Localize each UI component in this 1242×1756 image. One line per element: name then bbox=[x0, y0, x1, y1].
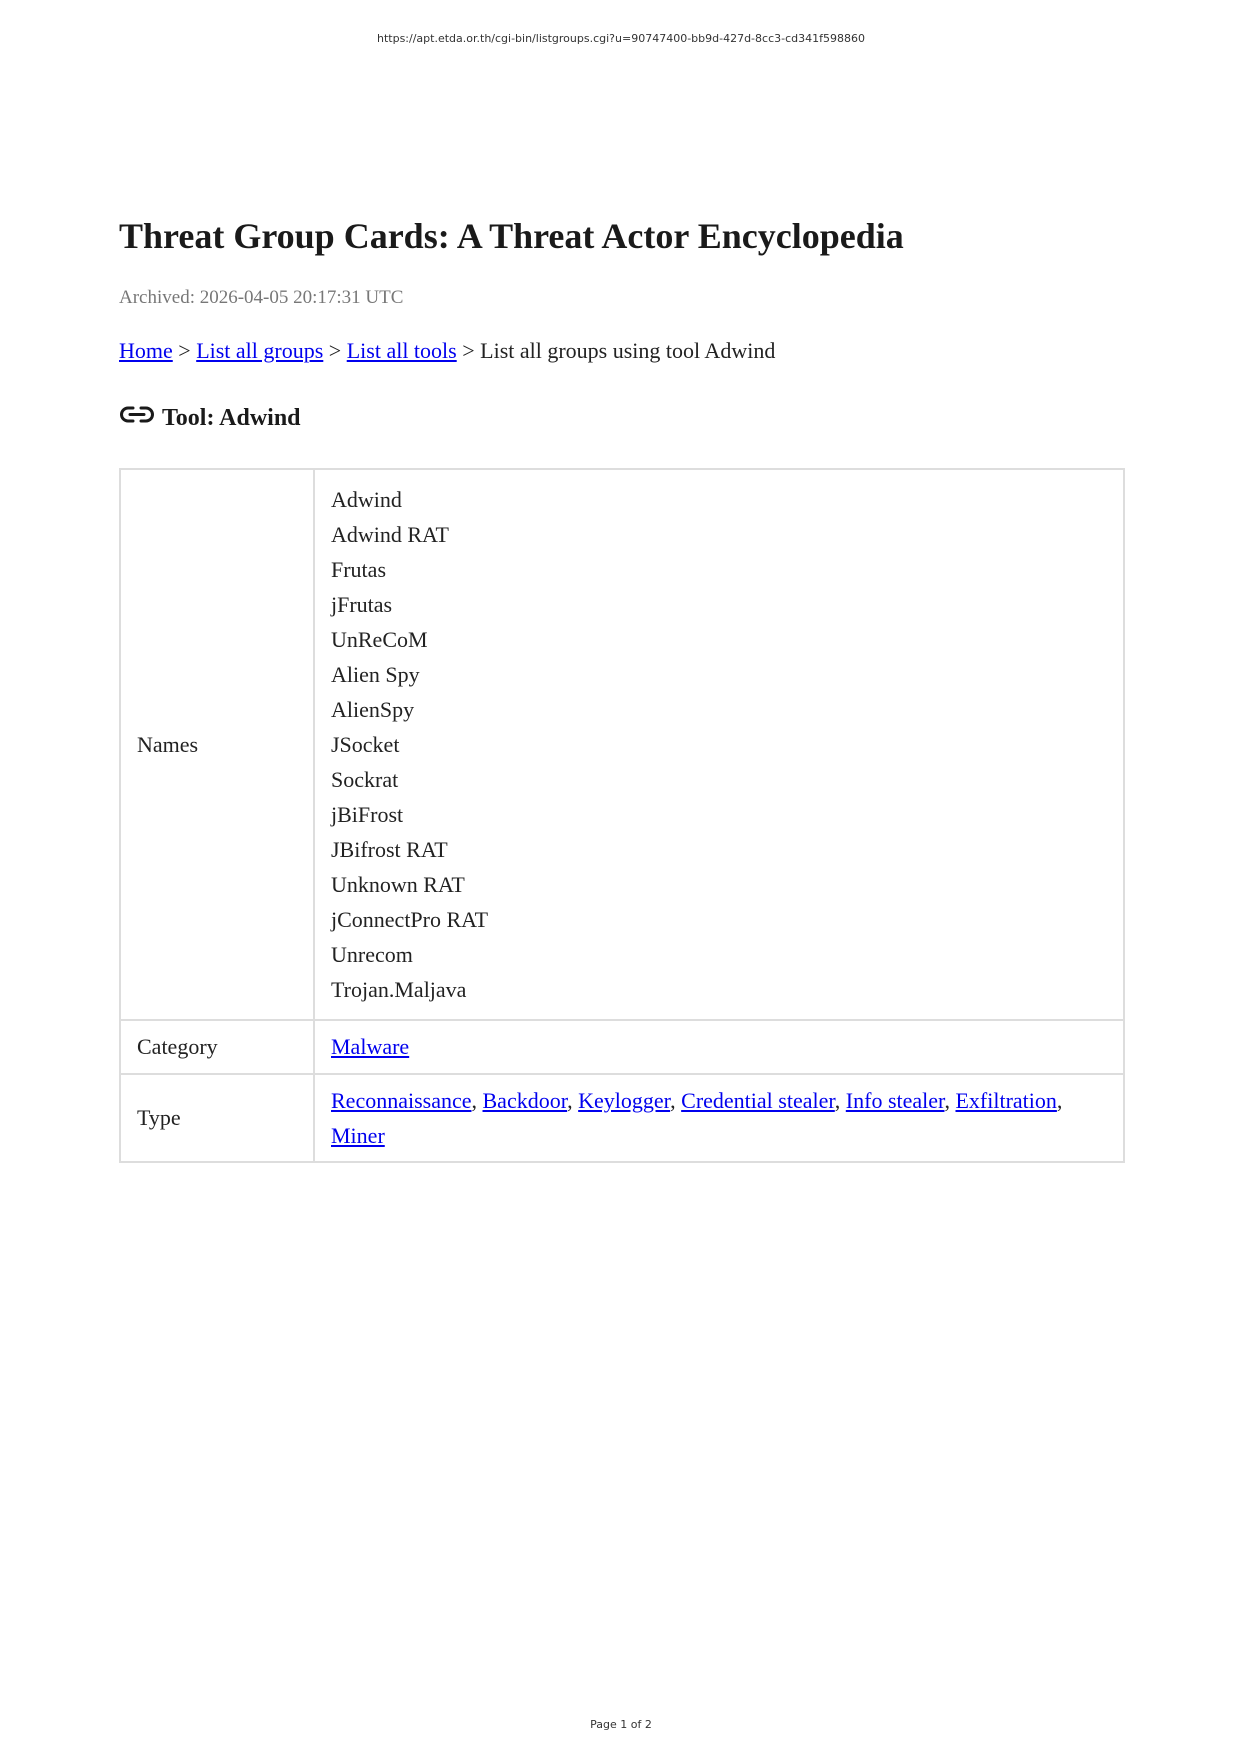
type-miner-link[interactable]: Miner bbox=[331, 1123, 385, 1148]
name-item: Trojan.Maljava bbox=[331, 977, 467, 1002]
name-item: jConnectPro RAT bbox=[331, 907, 489, 932]
type-row bbox=[120, 1074, 1124, 1162]
name-item: AlienSpy bbox=[331, 697, 415, 722]
type-separator: , bbox=[567, 1088, 573, 1113]
name-item: Adwind bbox=[331, 487, 402, 512]
names-row bbox=[120, 469, 1124, 1020]
names-list bbox=[314, 469, 1124, 1020]
breadcrumb-current: List all groups using tool Adwind bbox=[480, 338, 776, 363]
breadcrumb-separator: > bbox=[328, 338, 342, 363]
tool-heading-title: Tool: Adwind bbox=[162, 405, 301, 431]
name-item: jBiFrost bbox=[331, 802, 404, 827]
tool-info-table bbox=[119, 468, 1125, 1163]
type-separator: , bbox=[944, 1088, 950, 1113]
name-item: Unrecom bbox=[331, 942, 413, 967]
page-title: Threat Group Cards: A Threat Actor Encyclopedia bbox=[119, 216, 904, 256]
breadcrumb-list-tools-link[interactable]: List all tools bbox=[346, 338, 457, 363]
type-exfiltration-link[interactable]: Exfiltration bbox=[955, 1088, 1057, 1113]
page-number: Page 1 of 2 bbox=[590, 1718, 652, 1731]
category-row bbox=[120, 1020, 1124, 1074]
type-separator: , bbox=[670, 1088, 676, 1113]
breadcrumb-home-link[interactable]: Home bbox=[119, 338, 173, 363]
breadcrumb-separator: > bbox=[178, 338, 191, 363]
type-reconnaissance-link[interactable]: Reconnaissance bbox=[331, 1088, 472, 1113]
name-item: jFrutas bbox=[331, 592, 393, 617]
breadcrumb-separator: > bbox=[462, 338, 475, 363]
type-credential-stealer-link[interactable]: Credential stealer bbox=[681, 1088, 835, 1113]
tool-heading bbox=[119, 398, 301, 444]
names-label: Names bbox=[120, 469, 314, 1020]
category-malware-link[interactable]: Malware bbox=[331, 1034, 410, 1059]
name-item: Sockrat bbox=[331, 767, 399, 792]
type-value bbox=[314, 1074, 1124, 1162]
type-backdoor-link[interactable]: Backdoor bbox=[482, 1088, 568, 1113]
breadcrumb-list-groups-link[interactable]: List all groups bbox=[196, 338, 324, 363]
name-item: JSocket bbox=[331, 732, 400, 757]
name-item: Alien Spy bbox=[331, 662, 420, 687]
category-label: Category bbox=[120, 1020, 314, 1074]
breadcrumb bbox=[119, 336, 775, 366]
name-item: UnReCoM bbox=[331, 627, 428, 652]
name-item: Unknown RAT bbox=[331, 872, 465, 897]
type-separator: , bbox=[471, 1088, 477, 1113]
print-url: https://apt.etda.or.th/cgi-bin/listgroups.cgi?u=90747400-bb9d-427d-8cc3-cd341f598860 bbox=[377, 32, 865, 45]
type-info-stealer-link[interactable]: Info stealer bbox=[845, 1088, 945, 1113]
name-item: Adwind RAT bbox=[331, 522, 449, 547]
type-separator: , bbox=[1056, 1088, 1063, 1113]
archived-timestamp: Archived: 2026-04-05 20:17:31 UTC bbox=[119, 287, 404, 308]
link-icon bbox=[119, 404, 155, 426]
name-item: JBifrost RAT bbox=[331, 837, 448, 862]
type-keylogger-link[interactable]: Keylogger bbox=[578, 1088, 671, 1113]
type-label: Type bbox=[120, 1074, 314, 1162]
name-item: Frutas bbox=[331, 557, 386, 582]
category-value bbox=[314, 1020, 1124, 1074]
type-separator: , bbox=[834, 1088, 841, 1113]
